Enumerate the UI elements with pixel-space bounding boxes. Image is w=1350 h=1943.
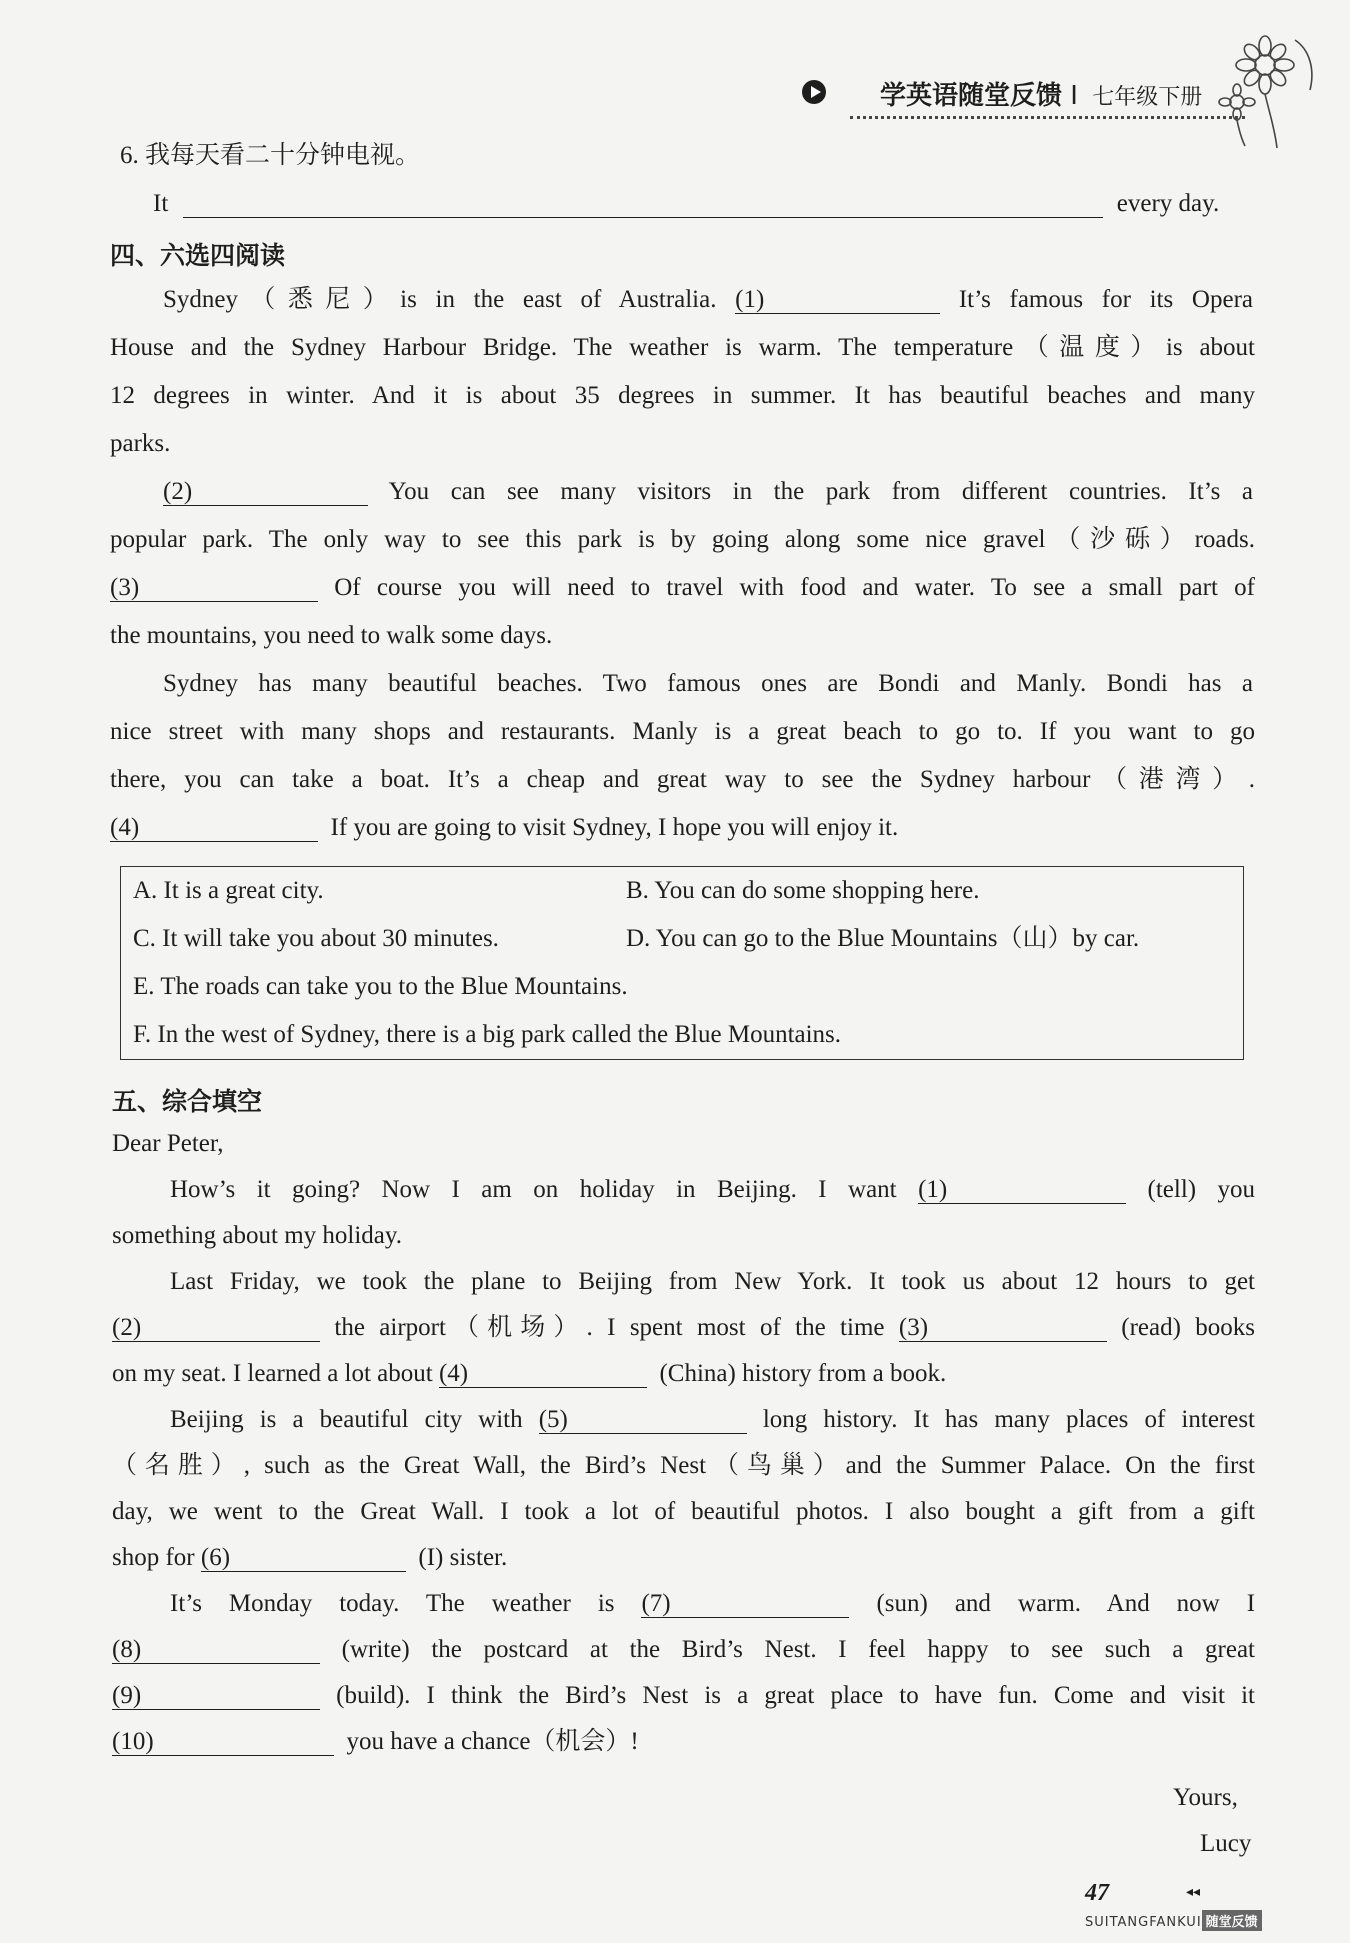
letter-line: （名胜）, such as the Great Wall, the Bird’s Nest（鸟巢）and the Summer Palace. On the first xyxy=(112,1452,1255,1479)
text-span: Sydney（悉尼）is in the east of Australia. xyxy=(163,286,717,313)
blank-number: (8) xyxy=(112,1636,142,1663)
passage-line: House and the Sydney Harbour Bridge. The weather is warm. The temperature（温度）is about xyxy=(110,334,1255,361)
letter-line xyxy=(170,1174,1255,1206)
options-box xyxy=(120,866,1244,1060)
blank-number: (2) xyxy=(163,478,193,505)
option-b: B. You can do some shopping here. xyxy=(626,877,980,904)
section-5-heading: 五、综合填空 xyxy=(112,1087,263,1116)
page-number: 47 xyxy=(1085,1880,1109,1906)
play-icon xyxy=(802,80,826,104)
blank-5-6[interactable] xyxy=(201,1545,406,1572)
double-arrow-left-icon: ◂◂ xyxy=(1186,1885,1201,1900)
letter-line: day, we went to the Great Wall. I took a lot of beautiful photos. I also bought a gift from a gift xyxy=(112,1498,1255,1525)
passage-line: the mountains, you need to walk some days. xyxy=(110,622,553,649)
text-span: shop for xyxy=(112,1544,195,1571)
text-span: Beijing is a beautiful city with xyxy=(170,1406,523,1433)
text-span: It’s Monday today. The weather is xyxy=(170,1590,615,1617)
blank-3[interactable] xyxy=(110,575,318,602)
blank-5-9[interactable] xyxy=(112,1683,320,1710)
letter-line xyxy=(112,1634,1255,1666)
text-span: (build). I think the Bird’s Nest is a great place to have fun. Come and visit it xyxy=(336,1682,1256,1709)
blank-5-10[interactable] xyxy=(112,1729,334,1756)
letter-greeting: Dear Peter, xyxy=(112,1130,224,1157)
blank-5-8[interactable] xyxy=(112,1637,320,1664)
question-6-answer-line xyxy=(153,188,1248,220)
option-e: E. The roads can take you to the Blue Mountains. xyxy=(133,973,628,1000)
question-6-prompt: 6. 我每天看二十分钟电视。 xyxy=(120,142,421,169)
text-span: long history. It has many places of interest xyxy=(762,1406,1256,1433)
blank-number: (9) xyxy=(112,1682,142,1709)
option-c: C. It will take you about 30 minutes. xyxy=(133,925,499,952)
blank-number: (1) xyxy=(735,286,765,313)
text-span: on my seat. I learned a lot about xyxy=(112,1360,433,1387)
text-span: How’s it going? Now I am on holiday in Beijing. I want xyxy=(170,1176,897,1203)
header-divider xyxy=(850,116,1245,119)
passage-line xyxy=(110,812,1255,844)
blank-number: (3) xyxy=(110,574,140,601)
text-span: (tell) you xyxy=(1147,1176,1256,1203)
q6-end: every day. xyxy=(1116,190,1220,217)
blank-5-1[interactable] xyxy=(918,1177,1126,1204)
blank-5-4[interactable] xyxy=(439,1361,647,1388)
q6-start: It xyxy=(153,190,169,217)
blank-4[interactable] xyxy=(110,815,318,842)
text-span: (sun) and warm. And now I xyxy=(876,1590,1256,1617)
section-4-heading: 四、六选四阅读 xyxy=(110,241,286,270)
grade-label: 七年级下册 xyxy=(1092,85,1203,110)
blank-number: (1) xyxy=(918,1176,948,1203)
blank-5-3[interactable] xyxy=(899,1315,1107,1342)
passage-line xyxy=(110,572,1255,604)
blank-2[interactable] xyxy=(163,479,368,506)
passage-line: nice street with many shops and restaurants. Manly is a great beach to go to. If you want to go xyxy=(110,718,1255,745)
text-span: (China) history from a book. xyxy=(659,1360,947,1387)
text-span: (read) books xyxy=(1121,1314,1256,1341)
blank-number: (4) xyxy=(438,1360,469,1387)
passage-line: popular park. The only way to see this park is by going along some nice gravel（沙砾）roads. xyxy=(110,526,1255,553)
blank-number: (3) xyxy=(898,1314,929,1341)
q6-blank[interactable] xyxy=(183,191,1103,218)
footer-brand xyxy=(1085,1910,1262,1931)
blank-number: (6) xyxy=(200,1544,231,1571)
letter-line xyxy=(170,1404,1255,1436)
blank-number: (10) xyxy=(112,1728,154,1755)
letter-line: Last Friday, we took the plane to Beijing from New York. It took us about 12 hours to get xyxy=(170,1268,1255,1295)
letter-line xyxy=(112,1680,1255,1712)
footer-brand-text: SUITANGFANKUI xyxy=(1085,1915,1202,1930)
book-title: 学英语随堂反馈 I 七年级下册 xyxy=(880,81,1203,111)
text-span: you have a chance（机会）! xyxy=(346,1728,639,1755)
blank-5-7[interactable] xyxy=(641,1591,849,1618)
blank-number: (7) xyxy=(641,1590,671,1617)
passage-line: 12 degrees in winter. And it is about 35 degrees in summer. It has beautiful beaches and many xyxy=(110,382,1255,409)
passage-line: Sydney has many beautiful beaches. Two famous ones are Bondi and Manly. Bondi has a xyxy=(163,670,1253,697)
option-a: A. It is a great city. xyxy=(133,877,324,904)
letter-line xyxy=(112,1312,1255,1344)
option-f: F. In the west of Sydney, there is a big park called the Blue Mountains. xyxy=(133,1021,842,1048)
blank-number: (2) xyxy=(112,1314,142,1341)
blank-number: (5) xyxy=(538,1406,568,1433)
passage-line: parks. xyxy=(110,430,171,457)
text-span: (I) sister. xyxy=(418,1544,508,1571)
text-span: It’s famous for its Opera xyxy=(958,286,1253,313)
letter-line xyxy=(112,1542,1257,1574)
text-span: the airport（机场）. I spent most of the time xyxy=(334,1314,885,1341)
blank-5-2[interactable] xyxy=(112,1315,320,1342)
book-title-text: 学英语随堂反馈 xyxy=(880,81,1063,111)
passage-line xyxy=(163,476,1253,508)
option-d: D. You can go to the Blue Mountains（山）by car. xyxy=(626,925,1140,952)
text-span: (write) the postcard at the Bird’s Nest. I feel happy to see such a great xyxy=(341,1636,1255,1663)
text-span: You can see many visitors in the park from different countries. It’s a xyxy=(388,478,1254,505)
footer-tag: 随堂反馈 xyxy=(1202,1910,1262,1931)
text-span: Of course you will need to travel with food and water. To see a small part of xyxy=(334,574,1255,601)
blank-1[interactable] xyxy=(735,287,940,314)
blank-5-5[interactable] xyxy=(539,1407,747,1434)
blank-number: (4) xyxy=(110,814,140,841)
letter-line xyxy=(112,1358,1257,1390)
passage-line: there, you can take a boat. It’s a cheap and great way to see the Sydney harbour（港湾）. xyxy=(110,766,1255,793)
letter-line xyxy=(170,1588,1255,1620)
letter-line xyxy=(112,1726,1257,1758)
passage-line xyxy=(163,284,1253,316)
flower-decoration-icon xyxy=(1215,20,1330,150)
letter-closing: Yours, xyxy=(1173,1784,1238,1811)
letter-signature: Lucy xyxy=(1200,1830,1252,1857)
letter-line: something about my holiday. xyxy=(112,1222,403,1249)
text-span: If you are going to visit Sydney, I hope you will enjoy it. xyxy=(330,814,899,841)
